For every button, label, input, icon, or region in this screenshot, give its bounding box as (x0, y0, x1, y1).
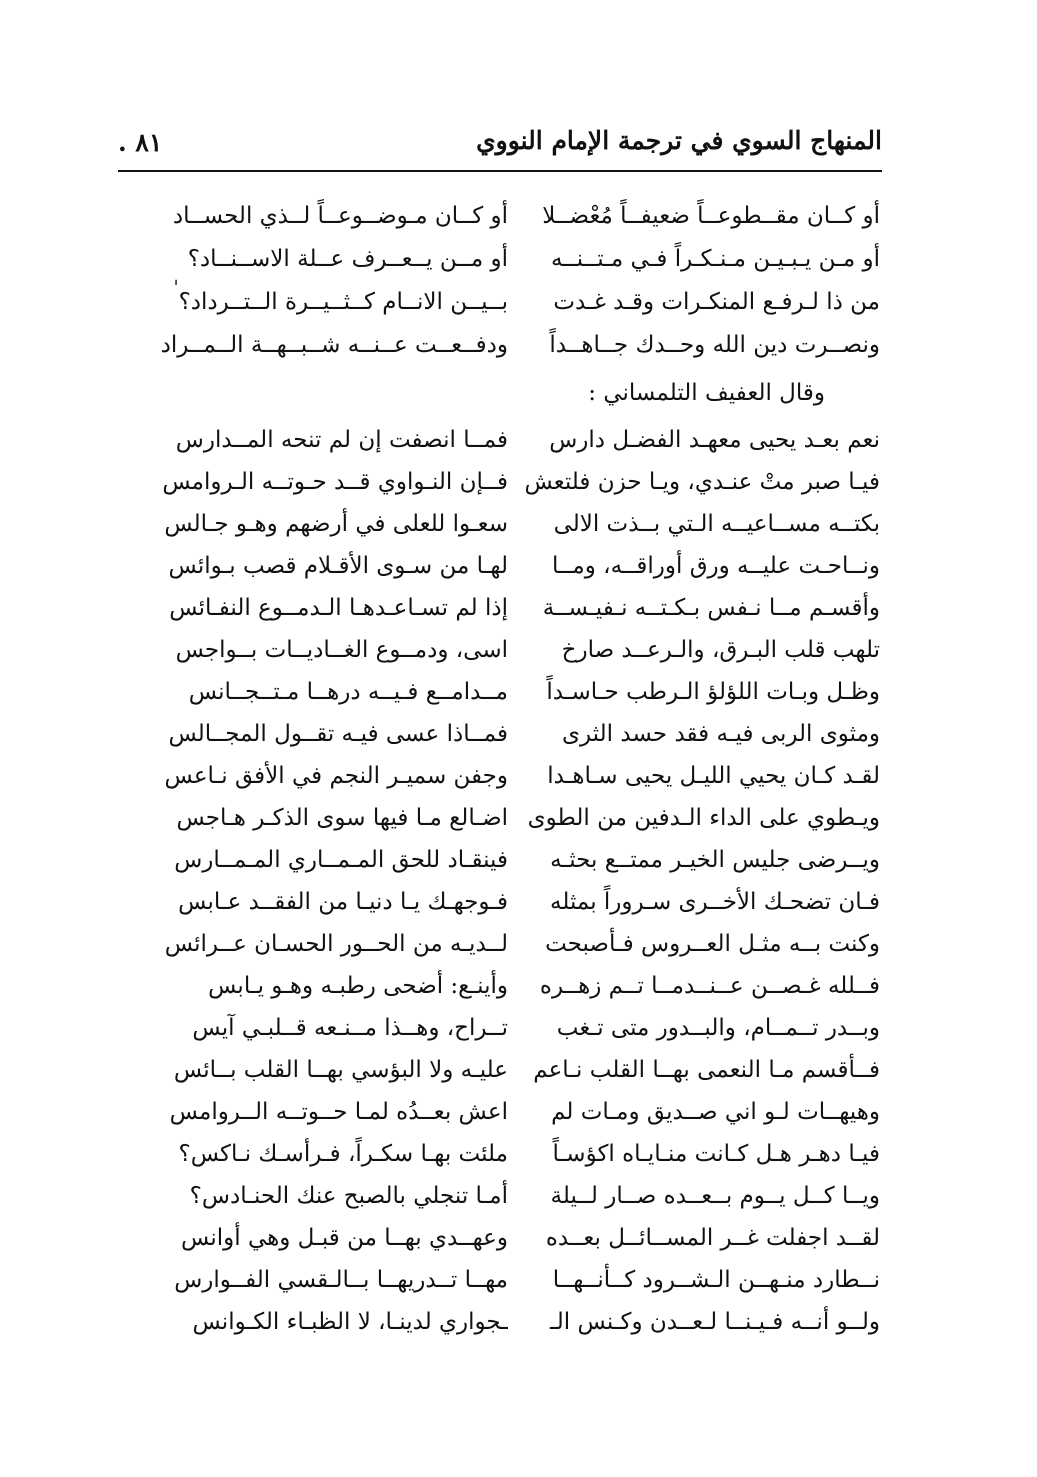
verse-line: أو مــن يــعــرف عــلة الاســنــاد؟ (187, 246, 508, 272)
verse-line: إذا لم تسـاعـدهـا الـدمــوع النفـائس (169, 595, 508, 621)
verse-line: اسى، ودمــوع الغــاديــات بــواجس (175, 637, 508, 663)
verse-line: تلهب قلب البـرق، والـرعــد صارخ (561, 637, 880, 663)
verse-line: سعـوا للعلى في أرضهم وهـو جـالس (164, 511, 508, 537)
verse-line: فمــاذا عسى فيـه تقــول المجــالس (168, 721, 508, 747)
verse-line: فــإن النـواوي قــد حـوتــه الـروامس (162, 469, 508, 495)
verse-line: ـجواري لدينـا، لا الظبـاء الكـوانس (192, 1309, 508, 1335)
print-mark: ˈ (173, 278, 180, 303)
verse-line: فــأقسم مـا النعمى بهــا القلب نـاعم (533, 1057, 880, 1083)
verse-line: لــديـه من الحــور الحسـان عــرائس (164, 931, 508, 957)
verse-line: فيـا صبر متْ عنـدي، ويـا حزن فلتعش (524, 469, 880, 495)
page-header (118, 126, 882, 168)
verse-line: اعش بعــدُه لمـا حــوتــه الــروامس (169, 1099, 508, 1125)
verse-line: أو كــان مـوضــوعــاً لــذي الحســاد (172, 203, 508, 229)
verse-line: فــلله غـصــن عــنــدمــا تــم زهــره (539, 973, 880, 999)
verse-line: وأينـع: أضحى رطبـه وهـو يـابس (208, 973, 508, 999)
verse-line: بــيــن الانــام كــثــيــرة الــتــرداد؟ (178, 289, 508, 315)
verse-line: فـان تضحـك الأخــرى سـروراً بمثله (550, 889, 880, 915)
verse-line: ويــا كــل يــوم بــعــده صــار لــيلة (550, 1183, 880, 1209)
header-title: المنهاج السوي في ترجمة الإمام النووي (476, 126, 882, 155)
speaker-heading: وقال العفيف التلمساني : (588, 380, 825, 406)
verse-line: فيـا دهـر هـل كـانت منـايـاه اكؤسـاً (552, 1141, 880, 1167)
verse-line: وأقسـم مــا نـفس بـكـتــه نـفيـســة (542, 595, 880, 621)
verse-line: فينقـاد للحق المـمــاري المـمــارس (174, 847, 508, 873)
verse-line: ونصــرت دين الله وحــدك جــاهــداً (549, 332, 880, 358)
verse-line: تــراح، وهــذا مــنـعه قــلبـي آيس (192, 1015, 508, 1041)
verse-line: مــدامــع فـيــه درهــا مـتــجــانس (188, 679, 508, 705)
verse-line: ومثوى الربى فيـه فقد حسد الثرى (561, 721, 880, 747)
verse-line: ودفــعــت عــنــه شــبــهــة الــمــراد (160, 332, 508, 358)
verse-line: لهـا من سـوى الأقـلام قصب بـوائس (168, 553, 508, 579)
verse-line: فـوجهـك يـا دنيـا من الفقــد عـابس (178, 889, 508, 915)
verse-line: أو كــان مقــطوعــاً ضعيفــاً مُعْضــلا (542, 203, 880, 229)
verse-line: لقــد اجفلت غــر المســائــل بعــده (545, 1225, 880, 1251)
verse-line: وعهــدي بهــا من قبـل وهي أوانس (181, 1225, 508, 1251)
header-rule (118, 170, 882, 172)
verse-line: عليـه ولا البؤسي بهــا القلب بــائس (173, 1057, 508, 1083)
verse-line: أو مـن يـبـيـن مـنـكـراً فـي مـتــنــه (550, 246, 880, 272)
verse-line: ملئت بهـا سكـراً، فـرأسـك نـاكس؟ (178, 1141, 508, 1167)
verse-line: وجفن سميـر النجم في الأفق نـاعس (164, 763, 508, 789)
verse-line: نعم بعـد يحيى معهـد الفضـل دارس (549, 427, 880, 453)
verse-line: اضـالع مـا فيها سوى الذكـر هـاجس (176, 805, 508, 831)
verse-line: وبــدر تــمــام، والبــدور متى تـغب (556, 1015, 880, 1041)
verse-line: وكنت بــه مثـل العــروس فـأصبحت (545, 931, 880, 957)
verse-line: بكتــه مســاعيــه الـتي بــذت الالى (553, 511, 880, 537)
verse-line: لقـد كـان يحيي الليـل يحيى سـاهـدا (547, 763, 880, 789)
verse-line: أمـا تنجلي بالصبح عنك الحنـادس؟ (189, 1183, 508, 1209)
verse-line: ولــو أنــه فـيـنــا لـعــدن وكـنس الـ (550, 1309, 880, 1335)
verse-line: وظـل وبـات اللؤلؤ الـرطب حـاسـداً (546, 679, 880, 705)
page-number: ٨١ . (118, 128, 163, 157)
verse-line: نــطارد منـهــن الـشــرود كــأنــهــا (552, 1267, 880, 1293)
verse-line: ويــرضى جليس الخيـر ممتــع بحثـه (550, 847, 880, 873)
verse-line: ونــاحـت عليــه ورق أوراقــه، ومــا (551, 553, 880, 579)
verse-line: فمــا انصفت إن لم تنحه المــدارس (175, 427, 508, 453)
verse-line: من ذا لـرفـع المنكـرات وقـد غـدت (553, 289, 880, 315)
verse-line: مهــا تــدريهــا بــالـقسي الفــوارس (174, 1267, 508, 1293)
verse-line: ويـطوي على الداء الـدفين من الطوى (527, 805, 880, 831)
verse-line: وهيهــات لـو اني صــديق ومـات لم (551, 1099, 880, 1125)
